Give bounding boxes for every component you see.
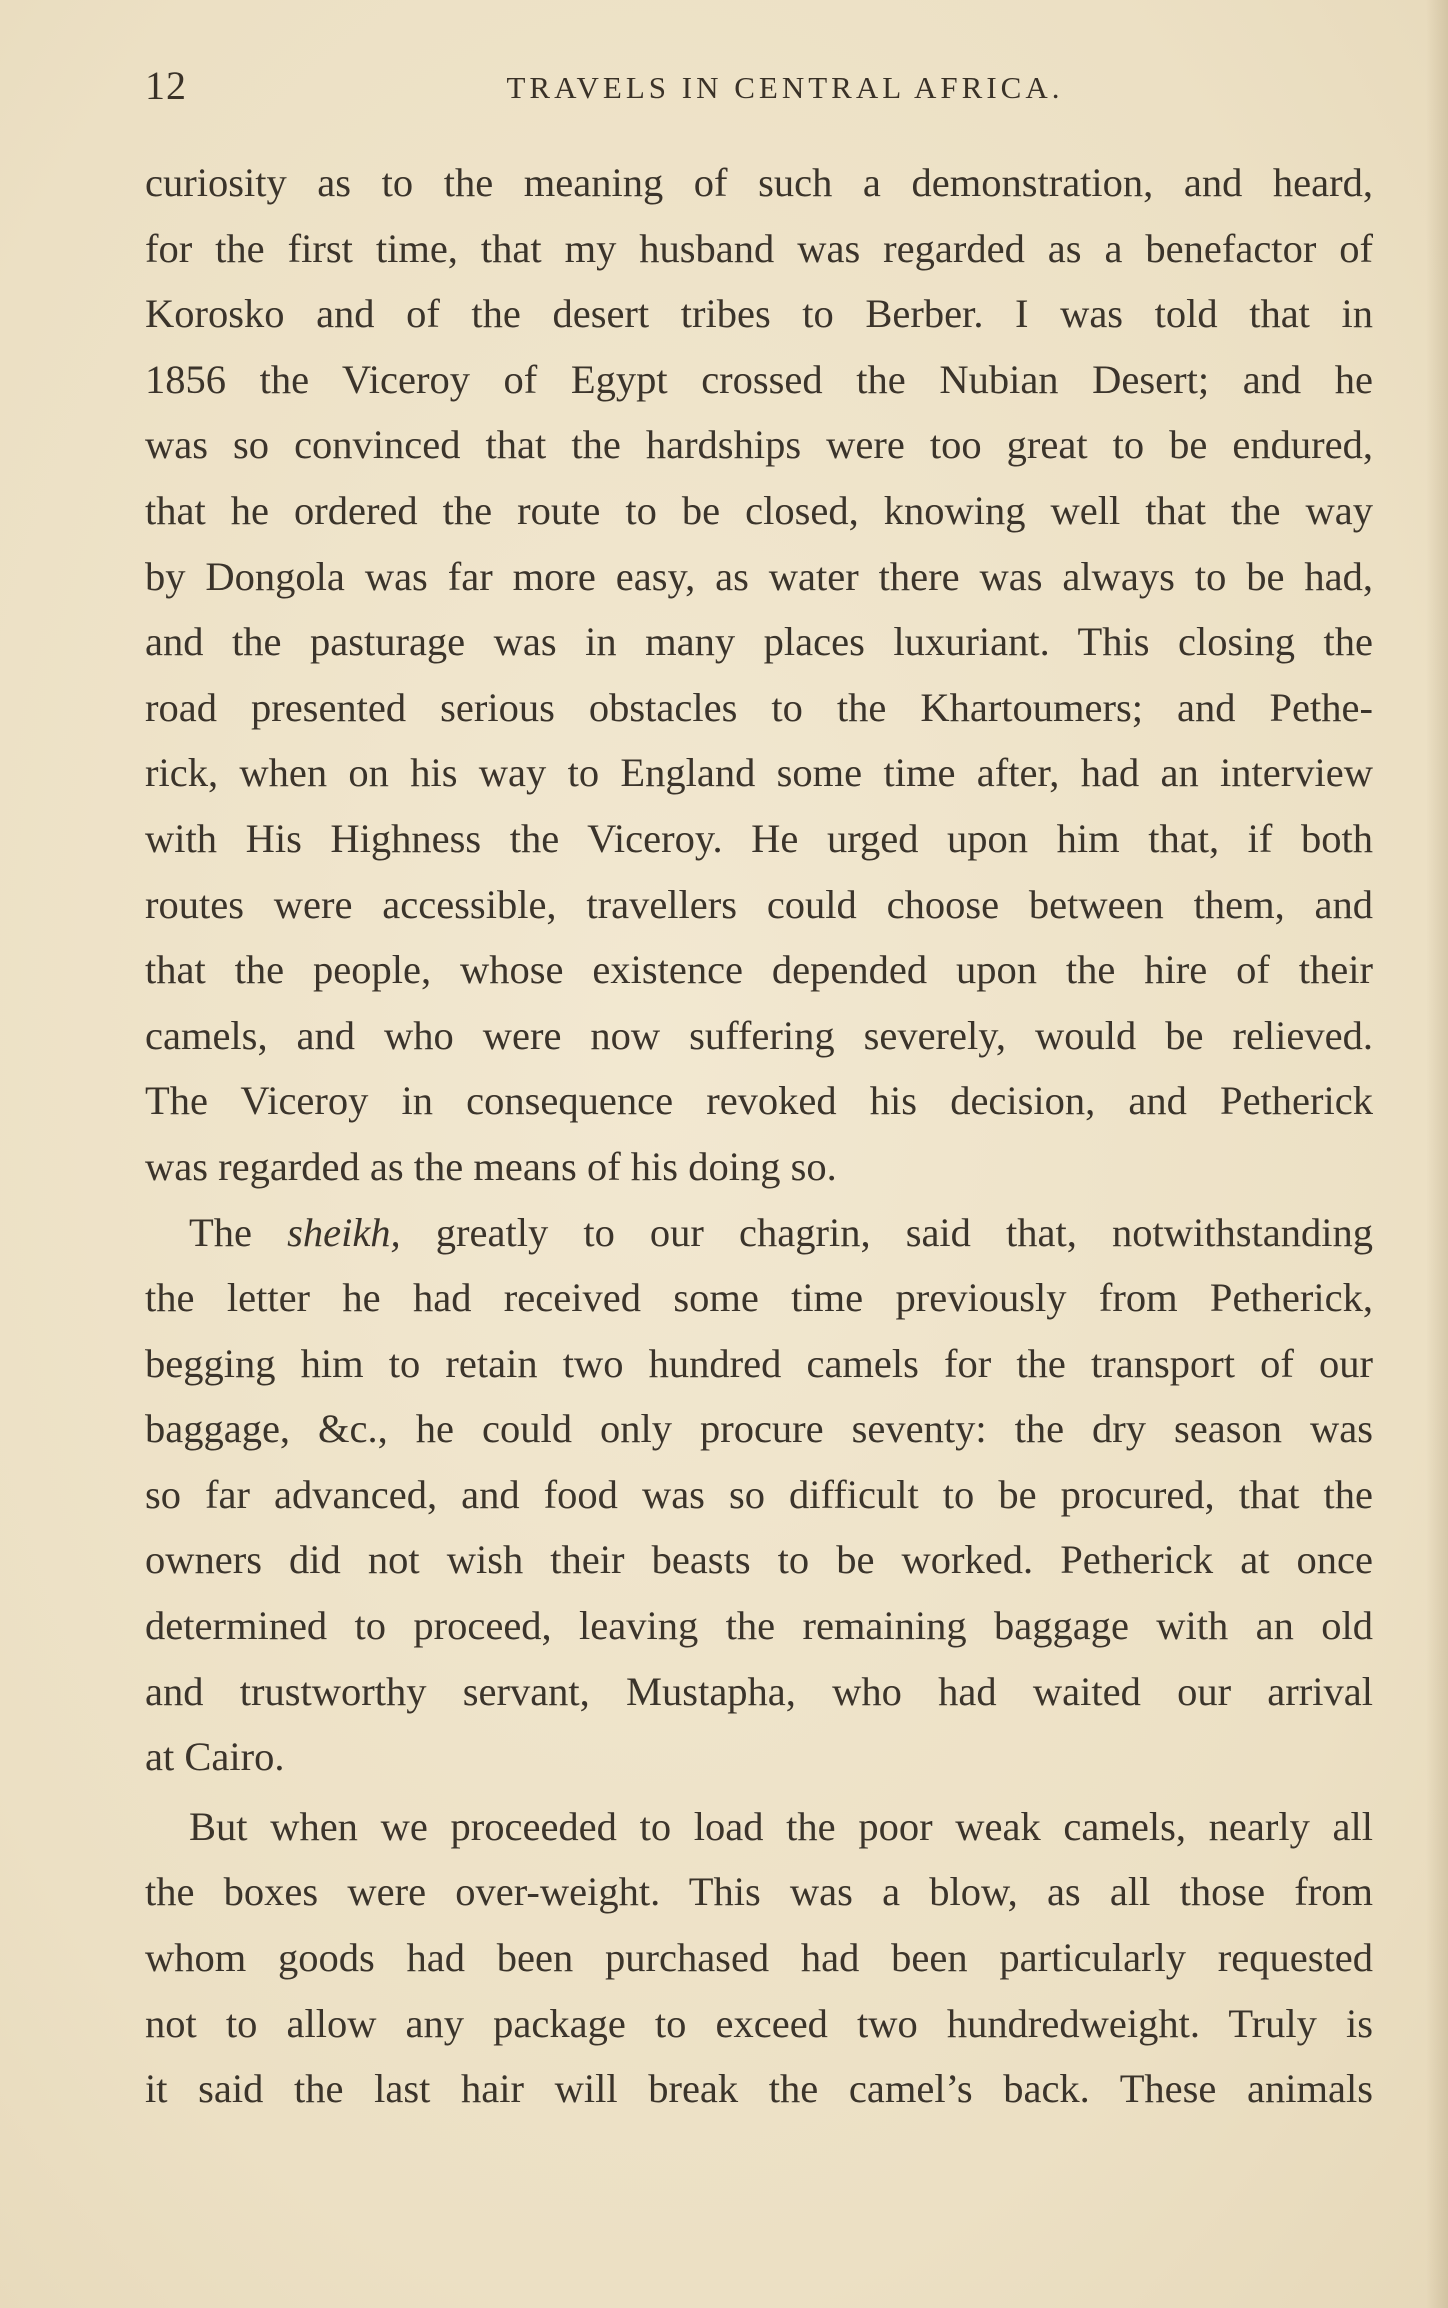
text-line: owners did not wish their beasts to be worked. Petherick at once <box>145 1537 1373 1583</box>
text-line: was so convinced that the hardships were too great to be endured, <box>145 422 1373 468</box>
italic-word: sheikh, <box>287 1209 401 1255</box>
paragraph-3 <box>145 1794 1373 2122</box>
text-line: baggage, &c., he could only procure seventy: the dry season was <box>145 1406 1373 1452</box>
text-line: and trustworthy servant, Mustapha, who had waited our arrival <box>145 1668 1373 1714</box>
text-run: greatly to our chagrin, said that, notwithstanding <box>400 1209 1373 1255</box>
text-line: whom goods had been purchased had been particularly requested <box>145 1935 1373 1981</box>
text-line: the letter he had received some time previously from Petherick, <box>145 1275 1373 1321</box>
text-line: The Viceroy in consequence revoked his decision, and Petherick <box>145 1078 1373 1124</box>
text-line: not to allow any package to exceed two hundredweight. Truly is <box>145 2000 1373 2046</box>
text-line: rick, when on his way to England some time after, had an interview <box>145 750 1373 796</box>
text-line: But when we proceeded to load the poor weak camels, nearly all <box>189 1803 1373 1849</box>
text-line: the boxes were over-weight. This was a blow, as all those from <box>145 1869 1373 1915</box>
text-line: by Dongola was far more easy, as water there was always to be had, <box>145 553 1373 599</box>
text-line: road presented serious obstacles to the Khartoumers; and Pethe- <box>145 684 1373 730</box>
page-edge-shadow <box>1426 0 1448 2308</box>
text-line: for the first time, that my husband was regarded as a benefactor of <box>145 225 1373 271</box>
text-line: curiosity as to the meaning of such a demonstration, and heard, <box>145 160 1373 205</box>
text-line <box>145 1200 1373 1266</box>
text-line: was regarded as the means of his doing so. <box>145 1143 837 1189</box>
text-line: so far advanced, and food was so difficult to be procured, that the <box>145 1471 1373 1517</box>
text-line: routes were accessible, travellers could choose between them, and <box>145 881 1373 927</box>
text-line: begging him to retain two hundred camels for the transport of our <box>145 1340 1373 1386</box>
text-line: 1856 the Viceroy of Egypt crossed the Nubian Desert; and he <box>145 356 1373 402</box>
text-line: determined to proceed, leaving the remaining baggage with an old <box>145 1603 1373 1649</box>
text-line: Korosko and of the desert tribes to Berber. I was told that in <box>145 291 1373 337</box>
running-title: TRAVELS IN CENTRAL AFRICA. <box>506 70 1064 105</box>
paragraph-1 <box>145 150 1373 1200</box>
text-line: that he ordered the route to be closed, knowing well that the way <box>145 487 1373 533</box>
text-line: and the pasturage was in many places luxuriant. This closing the <box>145 619 1373 665</box>
running-head <box>145 58 1365 118</box>
text-line: it said the last hair will break the camel’s back. These animals <box>145 2066 1373 2112</box>
page-number: 12 <box>145 63 187 108</box>
body-text <box>145 150 1373 2122</box>
text-line: camels, and who were now suffering severely, would be relieved. <box>145 1012 1373 1058</box>
text-run: The <box>189 1209 288 1255</box>
text-line: with His Highness the Viceroy. He urged upon him that, if both <box>145 815 1373 861</box>
paragraph-2 <box>145 1200 1373 1790</box>
text-line: that the people, whose existence depended upon the hire of their <box>145 947 1373 993</box>
text-line: at Cairo. <box>145 1734 285 1780</box>
